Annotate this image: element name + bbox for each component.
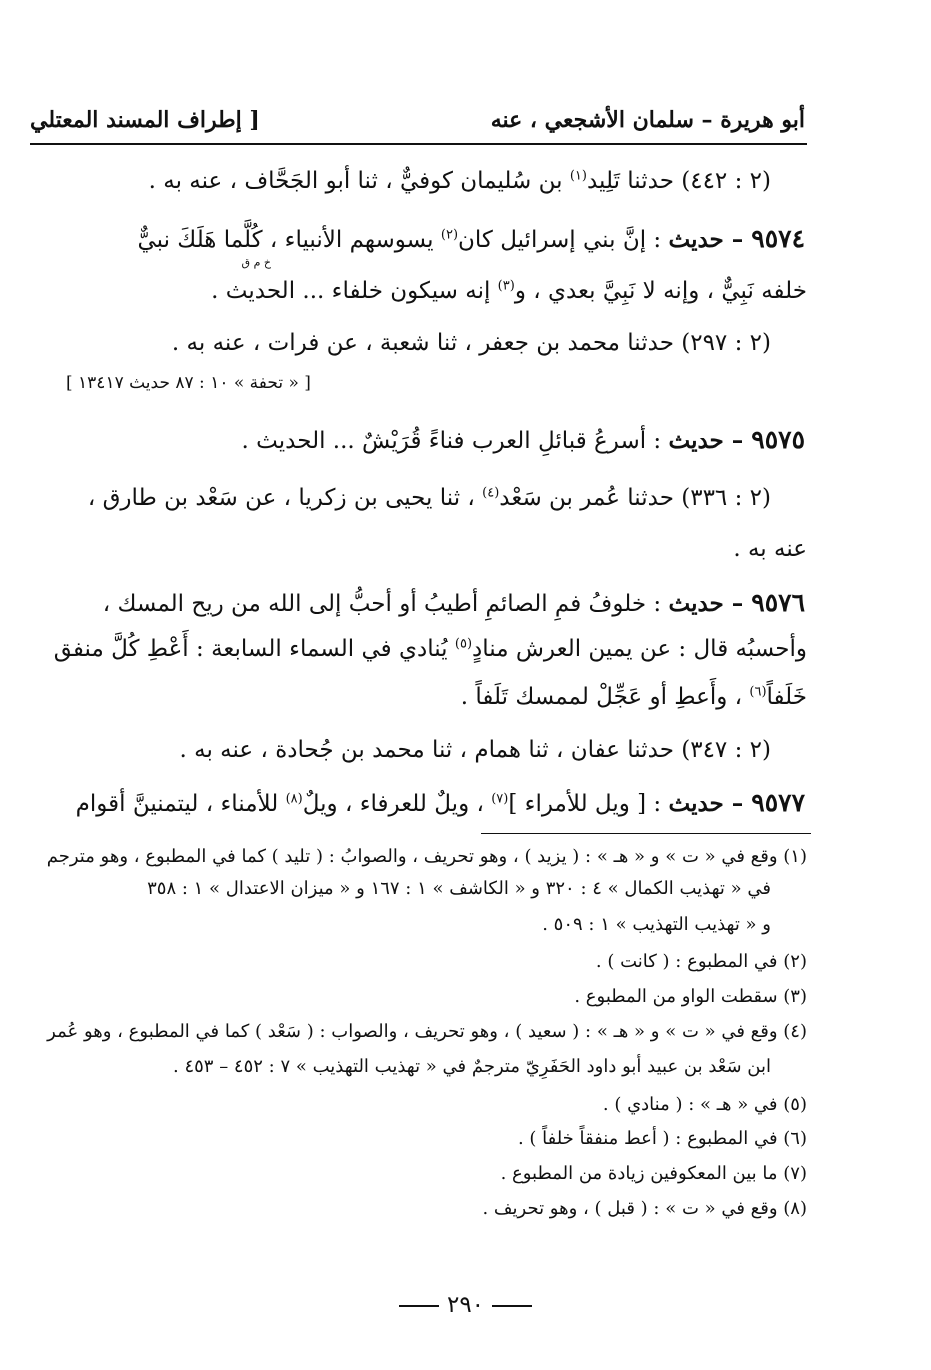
footnote-8: (٨) وقع في « ت » : ( قبل ) ، وهو تحريف . xyxy=(482,1198,807,1219)
footnote-separator xyxy=(481,833,811,834)
footnote-ref: (١) xyxy=(569,168,587,184)
chain-line-336 xyxy=(88,485,771,511)
hadith-9575 xyxy=(242,425,805,454)
hadith-number: ٩٥٧٧ xyxy=(751,788,805,817)
chain-line-347: (٢ : ٣٤٧) حدثنا عفان ، ثنا همام ، ثنا محمد بن جُحادة ، عنه به . xyxy=(179,737,771,763)
hadith-label: – حديث xyxy=(668,226,752,253)
hadith-9576-cont-2 xyxy=(461,684,807,710)
text: للأمناء ، ليتمنينَّ أقوام xyxy=(75,791,286,817)
hadith-9574-cont xyxy=(211,278,807,304)
footnote-ref: (٦) xyxy=(749,684,767,700)
tuhfa-reference: [ « تحفة » ١٠ : ٨٧ حديث ١٣٤١٧ ] xyxy=(66,373,311,393)
text: ، ويلٌ للعرفاء ، ويلٌ xyxy=(302,791,492,817)
text: ، وأَعطِ أو عَجِّلْ لممسك تَلَفاً . xyxy=(460,684,750,710)
text: يسوسهم الأنبياء ، كُلَّما هَلَكَ نبيٌّ xyxy=(137,227,441,253)
footnote-1-cont: في « تهذيب الكمال » ٤ : ٣٢٠ و « الكاشف » ١ : ١٦٧ و « ميزان الاعتدال » ١ : ٣٥٨ xyxy=(147,878,771,899)
footnote-5: (٥) في « هـ » : ( منادي ) . xyxy=(602,1094,807,1115)
hadith-number: ٩٥٧٥ xyxy=(751,425,805,454)
text: إنه سيكون خلفاء ... الحديث . xyxy=(211,278,498,304)
text: ، ثنا يحيى بن زكريا ، عن سَعْد بن طارق ، xyxy=(87,485,483,511)
footnote-ref: (٥) xyxy=(454,636,473,652)
dash-decoration xyxy=(492,1305,532,1307)
text: : خلوفُ فمِ الصائمِ أطيبُ أو أحبُّ إلى الله من ريح المسك ، xyxy=(102,591,669,617)
chain-line-336-cont: عنه به . xyxy=(733,536,807,562)
hadith-number: ٩٥٧٦ xyxy=(751,588,805,617)
footnote-2: (٢) في المطبوع : ( كانت ) . xyxy=(595,951,807,972)
footnote-6: (٦) في المطبوع : ( أعط منفقاً خلفاً ) . xyxy=(517,1128,807,1149)
footnote-1-cont: و « تهذيب التهذيب » ١ : ٥٠٩ . xyxy=(542,914,771,935)
footnote-ref: (٧) xyxy=(491,791,509,807)
text: يُنادي في السماء السابعة : أَعْطِ كُلَّ منفق xyxy=(53,636,455,662)
hadith-label: – حديث xyxy=(668,790,752,817)
dash-decoration xyxy=(399,1305,439,1307)
chain-line-297: (٢ : ٢٩٧) حدثنا محمد بن جعفر ، ثنا شعبة ، عن فرات ، عنه به . xyxy=(171,330,771,356)
hadith-9577 xyxy=(76,788,805,817)
footnote-ref: (٤) xyxy=(482,485,500,501)
chain-line-442 xyxy=(149,168,771,194)
hadith-label: – حديث xyxy=(668,590,752,617)
footnote-ref: (٨) xyxy=(285,791,303,807)
hadith-label: – حديث xyxy=(668,427,752,454)
text: بن سُليمان كوفيٌّ ، ثنا أبو الجَحَّاف ، عنه به . xyxy=(148,168,570,194)
footnote-ref: (٢) xyxy=(440,227,459,243)
text: : إنَّ بني إسرائيل كان xyxy=(458,227,669,253)
text: : أسرعُ قبائلِ العرب فناءً قُرَيْشٌ ... الحديث . xyxy=(241,428,669,454)
running-header-title: أبو هريرة – سلمان الأشجعي ، عنه xyxy=(490,107,805,133)
footnote-ref: (٣) xyxy=(497,278,515,294)
footnote-1: (١) وقع في « ت » و « هـ » : ( يزيد ) ، وهو تحريف ، والصوابُ : ( تليد ) كما في المطبوع ، وهو مترجم xyxy=(46,846,807,867)
running-header-book: [ إطراف المسند المعتلي xyxy=(30,107,260,133)
page-number: ٢٩٠ xyxy=(446,1292,485,1318)
hadith-9576-cont-1 xyxy=(54,636,807,662)
text: خلفه نَبِيٌّ ، وإنه لا نَبِيَّ بعدي ، و xyxy=(514,278,807,304)
footnote-3: (٣) سقطت الواو من المطبوع . xyxy=(574,986,807,1007)
text: : [ ويل للأمراء ] xyxy=(508,791,669,817)
footnote-4: (٤) وقع في « ت » و « هـ » : ( سعيد ) ، وهو تحريف ، والصواب : ( سَعْد ) كما في المطبوع ، وهو عُمر xyxy=(47,1021,807,1042)
text: خَلَفاً xyxy=(766,684,807,710)
header-rule xyxy=(30,143,807,145)
page-number-line xyxy=(0,1292,931,1318)
hadith-9576 xyxy=(103,588,805,617)
text: وأحسبُه قال : عن يمين العرش منادٍ xyxy=(472,636,807,662)
text: (٢ : ٣٣٦) حدثنا عُمر بن سَعْد xyxy=(499,485,771,511)
hadith-number: ٩٥٧٤ xyxy=(751,224,805,253)
text: (٢ : ٤٤٢) حدثنا تَلِيد xyxy=(586,168,771,194)
hadith-9574 xyxy=(137,224,805,253)
footnote-4-cont: ابن سَعْد بن عبيد أبو داود الحَفَرِيّ مترجمٌ في « تهذيب التهذيب » ٧ : ٤٥٢ – ٤٥٣ . xyxy=(173,1056,771,1077)
source-sigla: خ م ق xyxy=(241,256,271,269)
footnote-7: (٧) ما بين المعكوفين زيادة من المطبوع . xyxy=(500,1163,807,1184)
